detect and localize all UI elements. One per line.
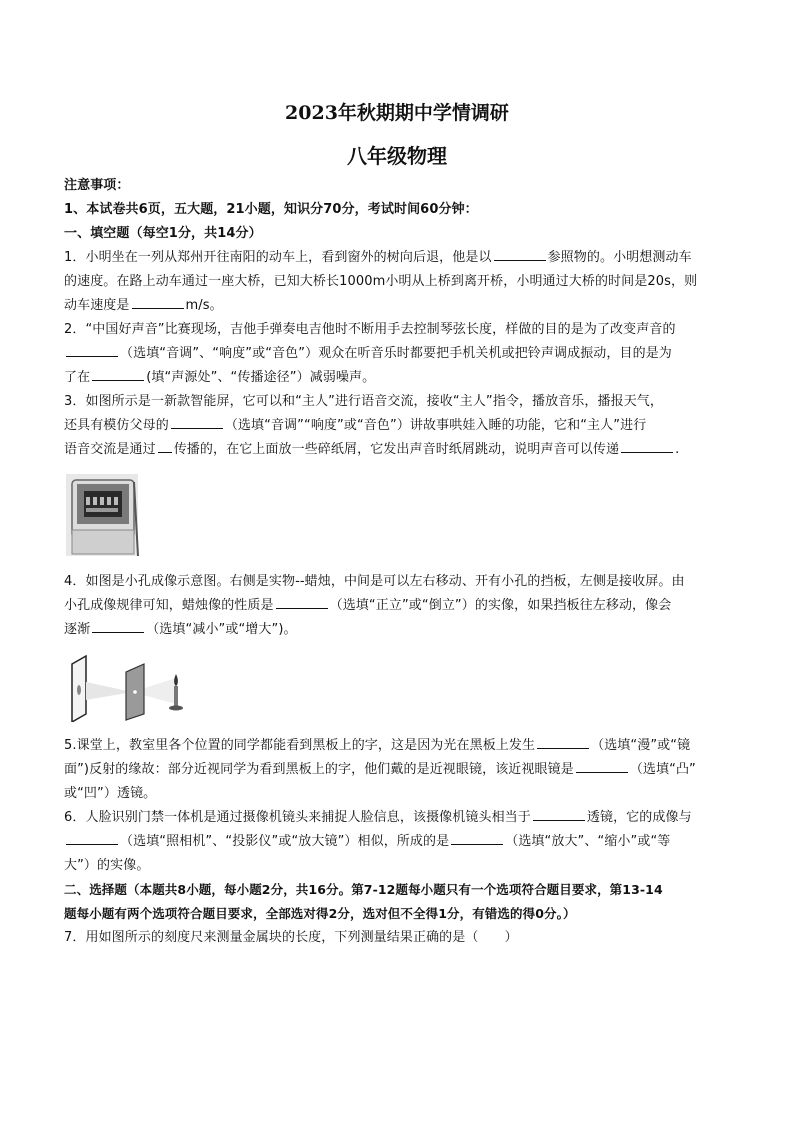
q2-text-1: 2．“中国好声音”比赛现场，吉他手弹奏电吉他时不断用手去控制琴弦长度，样做的目的是为了改变声音的 [64,322,676,337]
q5-text-1b: （选填“漫”或“镜 [591,738,691,753]
q1-text-3b: m/s。 [185,298,223,313]
answer-blank[interactable] [66,830,118,845]
smart-speaker-image [64,472,140,558]
exam-subject: 八年级物理 [347,144,447,168]
question-7: 7．用如图所示的刻度尺来测量金属块的长度，下列测量结果正确的是（ ） [64,930,518,945]
q2-text-3a: 了在 [64,370,91,385]
q6-text-3: 大”）的实像。 [64,858,150,873]
answer-blank[interactable] [92,366,144,381]
q3-text-3b: 传播的，在它上面放一些碎纸屑，它发出声音时纸屑跳动，说明声音可以传递 [173,442,620,457]
q4-text-2b: （选填“正立”或“倒立”）的实像，如果挡板往左移动，像会 [329,598,672,613]
answer-blank[interactable] [621,438,673,453]
answer-blank[interactable] [132,294,184,309]
question-3 [64,390,734,558]
q2-text-2b: （选填“音调”、“响度”或“音色”）观众在听音乐时都要把手机关机或把铃声调成振动，目的是为 [120,346,672,361]
answer-blank[interactable] [92,618,144,633]
pinhole-camera-diagram [64,652,194,722]
q5-text-3: 或“凹”）透镜。 [64,786,157,801]
q6-text-2b: （选填“放大”、“缩小”或“等 [505,834,671,849]
answer-blank[interactable] [66,342,118,357]
section-2-heading [64,878,734,926]
question-5 [64,734,734,806]
exam-title: 2023年秋期期中学情调研 [285,102,509,124]
answer-blank[interactable] [537,734,589,749]
question-2 [64,318,734,390]
answer-blank[interactable] [576,758,628,773]
q3-text-1: 3．如图所示是一新款智能屏，它可以和“主人”进行语音交流，接收“主人”指令，播放音乐，播报天气， [64,394,664,409]
q1-text-1b: 参照物的。小明想测动车 [547,250,692,265]
answer-blank[interactable] [276,594,328,609]
q3-text-2b: （选填“音调”“响度”或“音色”）讲故事哄娃入睡的功能，它和“主人”进行 [224,418,647,433]
notice-item-1: 1、本试卷共6页，五大题，21小题，知识分70分，考试时间60分钟： [64,202,478,217]
answer-blank[interactable] [494,246,546,261]
q3-text-3c: . [675,442,680,457]
section-2-text-2: 题每小题有两个选项符合题目要求，全部选对得2分，选对但不全得1分，有错选的得0分。） [64,906,576,921]
question-4 [64,570,734,722]
q2-text-3b: (填“声源处”、“传播途径”）减弱噪声。 [146,370,376,385]
question-6 [64,806,734,878]
question-1 [64,246,734,318]
q3-text-2a: 还具有模仿父母的 [64,418,169,433]
q4-text-3a: 逐渐 [64,622,91,637]
q3-text-3a: 语音交流是通过 [64,442,156,457]
q6-text-1a: 6．人脸识别门禁一体机是通过摄像机镜头来捕捉人脸信息，该摄像机镜头相当于 [64,810,531,825]
q4-text-2a: 小孔成像规律可知，蜡烛像的性质是 [64,598,274,613]
answer-blank[interactable] [158,438,172,453]
exam-content [64,174,734,950]
answer-blank[interactable] [451,830,503,845]
section-2-text-1: 二、选择题（本题共8小题，每小题2分，共16分。第7-12题每小题只有一个选项符合题目要求，第13-14 [64,882,663,897]
q1-text-3a: 动车速度是 [64,298,130,313]
q6-text-2a: （选填“照相机”、“投影仪”或“放大镜”）相似，所成的是 [120,834,450,849]
q4-text-1: 4．如图是小孔成像示意图。右侧是实物--蜡烛，中间是可以左右移动、开有小孔的挡板，左侧是接收屏。由 [64,574,685,589]
q4-text-3b: （选填“减小”或“增大”)。 [146,622,297,637]
q5-text-2b: （选填“凸” [629,762,696,777]
q5-text-1a: 5.课堂上，教室里各个位置的同学都能看到黑板上的字，这是因为光在黑板上发生 [64,738,536,753]
q6-text-1b: 透镜，它的成像与 [586,810,692,825]
q5-text-2a: 面”)反射的缘故：部分近视同学为看到黑板上的字，他们戴的是近视眼镜，该近视眼镜是 [64,762,574,777]
q1-text-1a: 1．小明坐在一列从郑州开往南阳的动车上，看到窗外的树向后退，他是以 [64,250,492,265]
answer-blank[interactable] [533,806,585,821]
q1-text-2: 的速度。在路上动车通过一座大桥，已知大桥长1000m小明从上桥到离开桥，小明通过大桥的时间是20s，则 [64,274,698,289]
section-1-heading: 一、填空题（每空1分，共14分） [64,226,262,241]
notice-heading: 注意事项： [64,178,130,193]
answer-blank[interactable] [171,414,223,429]
